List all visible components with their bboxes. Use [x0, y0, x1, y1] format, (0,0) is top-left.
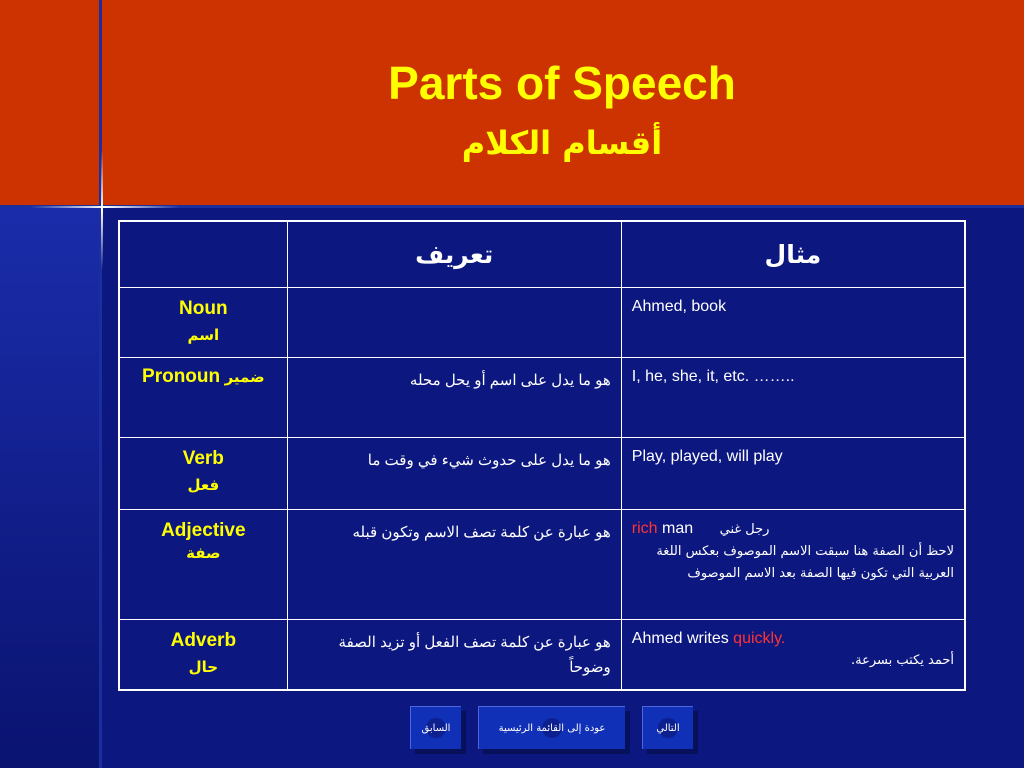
- table-row: [119, 510, 965, 620]
- parts-of-speech-table: [118, 220, 966, 691]
- previous-label: السابق: [421, 722, 451, 734]
- term-english: Noun: [179, 298, 228, 319]
- header-example: مثال: [621, 221, 965, 288]
- home-button[interactable]: [478, 706, 625, 749]
- example-cell: Ahmed, book: [621, 288, 965, 358]
- table-header-row: [119, 221, 965, 288]
- term-arabic: صفة: [186, 544, 221, 562]
- home-label: عودة إلى القائمة الرئيسية: [498, 722, 606, 734]
- definition-cell: هو ما يدل على اسم أو يحل محله: [287, 358, 621, 438]
- example-highlight: rich: [631, 520, 658, 537]
- decor-light-flare: [101, 150, 103, 270]
- term-arabic: ضمير: [224, 368, 265, 386]
- slide-subtitle: أقسام الكلام: [461, 124, 663, 162]
- term-arabic: فعل: [187, 476, 220, 494]
- decor-vertical-line: [99, 0, 102, 768]
- term-cell: [119, 288, 287, 358]
- term-english: Verb: [182, 448, 224, 469]
- example-arabic: أحمد يكتب بسرعة.: [851, 653, 954, 668]
- example-prefix: Ahmed writes: [631, 630, 734, 647]
- term-cell: [119, 358, 287, 438]
- table-row: [119, 620, 965, 690]
- example-cell: [621, 620, 965, 690]
- slide-title: Parts of Speech: [388, 57, 736, 109]
- example-arabic: رجل غني: [719, 522, 770, 537]
- definition-cell: هو عبارة عن كلمة تصف الفعل أو تزيد الصفة وضوحاً: [287, 620, 621, 690]
- next-label: التالي: [656, 722, 680, 734]
- term-arabic: حال: [188, 658, 219, 676]
- example-line: [632, 518, 954, 541]
- example-line: [632, 628, 954, 650]
- next-button[interactable]: [642, 706, 693, 749]
- table-row: [119, 288, 965, 358]
- table-row: [119, 358, 965, 438]
- definition-cell: هو عبارة عن كلمة تصف الاسم وتكون قبله: [287, 510, 621, 620]
- example-note: لاحظ أن الصفة هنا سبقت الاسم الموصوف بعكس اللغة العربية التي تكون فيها الصفة بعد الاسم الموصوف: [656, 544, 954, 581]
- left-decor-panel: [0, 208, 99, 768]
- example-cell: I, he, she, it, etc. ……..: [621, 358, 965, 438]
- term-english: Adverb: [170, 630, 237, 651]
- term-arabic: اسم: [187, 326, 220, 344]
- previous-button[interactable]: [410, 706, 461, 749]
- term-english: Adjective: [161, 520, 246, 541]
- header-term: [119, 221, 287, 288]
- term-cell: [119, 620, 287, 690]
- example-highlight: quickly.: [733, 630, 786, 647]
- example-cell: Play, played, will play: [621, 438, 965, 510]
- table-row: [119, 438, 965, 510]
- definition-cell: هو ما يدل على حدوث شيء في وقت ما: [287, 438, 621, 510]
- decor-light-flare-horizontal: [30, 206, 180, 208]
- term-english: Pronoun: [142, 366, 221, 387]
- example-rest: man: [657, 520, 694, 537]
- term-cell: [119, 438, 287, 510]
- term-cell: [119, 510, 287, 620]
- definition-cell: [287, 288, 621, 358]
- example-cell: [621, 510, 965, 620]
- header-definition: تعريف: [287, 221, 621, 288]
